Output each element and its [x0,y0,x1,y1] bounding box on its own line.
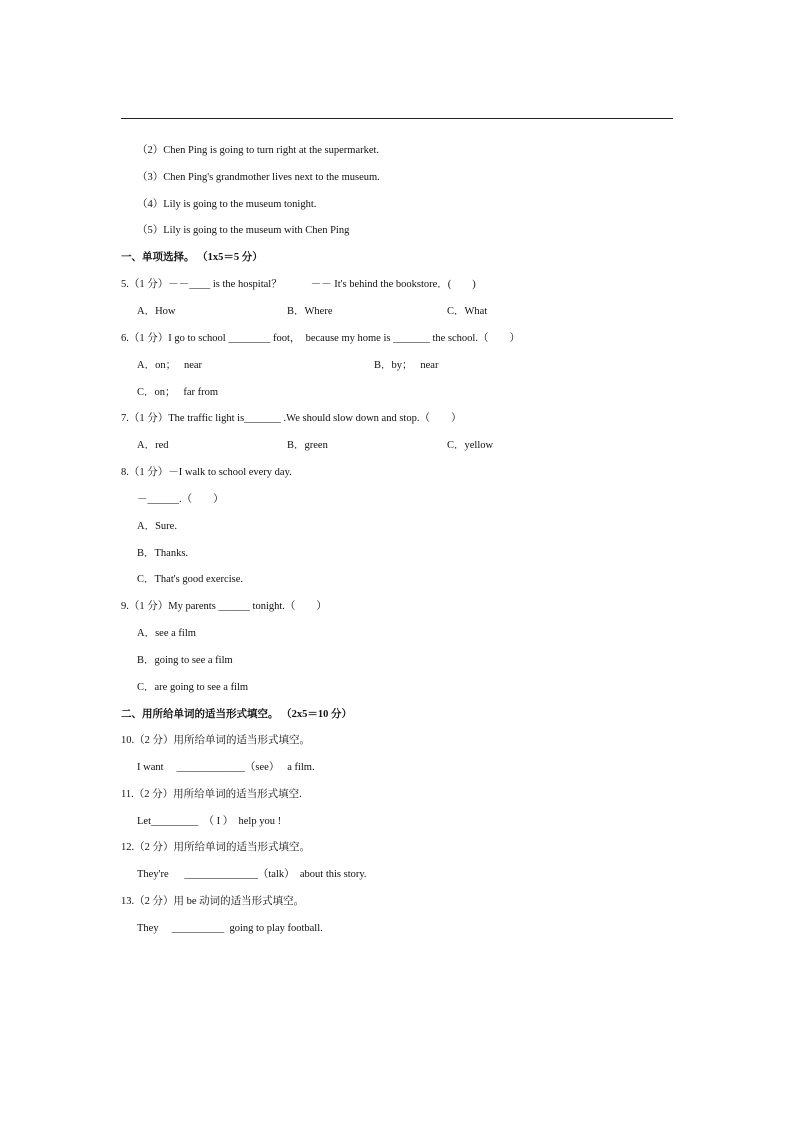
section1-heading: 一、单项选择。 （1x5＝5 分） [121,252,263,263]
question-12-stem: 12.（2 分）用所给单词的适当形式填空。 [121,842,310,853]
question-5-option-a: A．How [137,306,176,317]
header-rule [121,118,673,119]
question-13-stem: 13.（2 分）用 be 动词的适当形式填空。 [121,896,305,907]
question-6-option-c: C．on； far from [137,387,219,398]
question-8-option-a: A．Sure. [137,521,177,532]
statement-5: （5）Lily is going to the museum with Chen Ping [137,225,350,236]
question-6-option-a: A．on； near [137,360,203,371]
question-5-option-c: C．What [447,306,488,317]
question-8-stem: 8.（1 分）－I walk to school every day. [121,467,292,478]
question-9-option-b: B．going to see a film [137,655,233,666]
question-9-stem: 9.（1 分）My parents ______ tonight.（ ） [121,601,327,612]
question-7-option-c: C．yellow [447,440,494,451]
question-12-answer-line: They're ______________（talk） about this story. [137,869,367,880]
question-8-option-b: B．Thanks. [137,548,189,559]
question-6-option-b: B．by； near [374,360,439,371]
question-7-option-b: B．green [287,440,328,451]
question-9-option-c: C．are going to see a film [137,682,249,693]
question-10-answer-line: I want _____________（see） a film. [137,762,315,773]
question-9-option-a: A．see a film [137,628,196,639]
question-8-option-c: C．That's good exercise. [137,574,243,585]
statement-3: （3）Chen Ping's grandmother lives next to the museum. [137,172,380,183]
question-7-option-a: A．red [137,440,169,451]
statement-4: （4）Lily is going to the museum tonight. [137,199,317,210]
question-10-stem: 10.（2 分）用所给单词的适当形式填空。 [121,735,310,746]
question-8-blank: －______.（ ） [137,494,224,505]
question-7-stem: 7.（1 分）The traffic light is_______ .We should slow down and stop.（ ） [121,413,462,424]
question-13-answer-line: They __________ going to play football. [137,923,323,934]
question-6-stem: 6.（1 分）I go to school ________ foot， because my home is _______ the school.（ ） [121,333,520,344]
statement-2: （2）Chen Ping is going to turn right at the supermarket. [137,145,380,156]
question-5-option-b: B．Where [287,306,333,317]
section2-heading: 二、用所给单词的适当形式填空。 （2x5＝10 分） [121,709,352,720]
question-5-stem: 5.（1 分）－－____ is the hospital？ －－ It's behind the bookstore．( ) [121,279,476,290]
question-11-stem: 11.（2 分）用所给单词的适当形式填空. [121,789,302,800]
question-11-answer-line: Let_________ （ I ） help you ! [137,816,282,827]
